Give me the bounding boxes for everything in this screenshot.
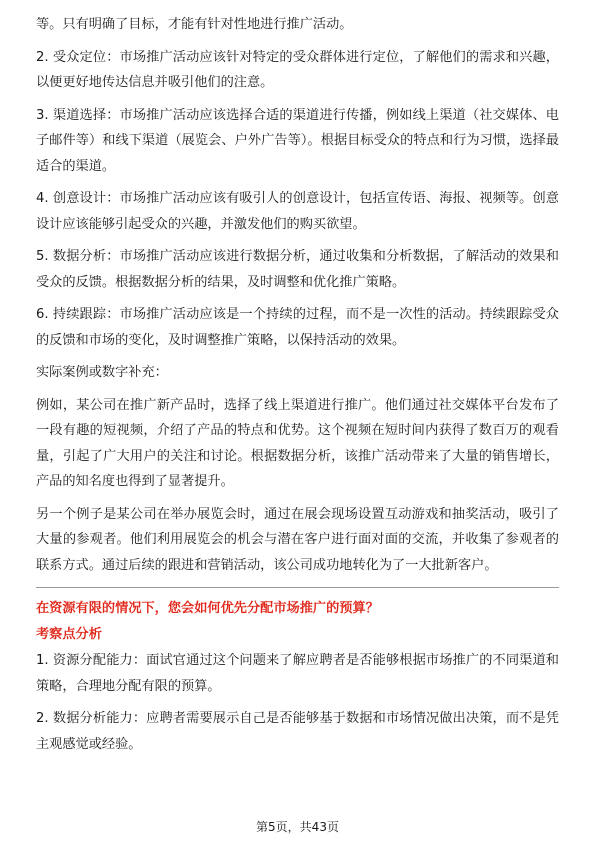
paragraph-case-example-1: 例如，某公司在推广新产品时，选择了线上渠道进行推广。他们通过社交媒体平台发布了一段有趣的短视频，介绍了产品的特点和优势。这个视频在短时间内获得了数百万的观看量，引起了广大用户的关注和讨论。根据数据分析，该推广活动带来了大量的销售增长，产品的知名度也得到了显著提升。 xyxy=(36,397,559,489)
analysis-heading: 考察点分析 xyxy=(36,627,102,642)
analysis-point-1: 1. 资源分配能力：面试官通过这个问题来了解应聘者是否能够根据市场推广的不同渠道和策略，合理地分配有限的预算。 xyxy=(36,653,559,694)
section-divider xyxy=(36,587,559,588)
paragraph-continuous-tracking: 6. 持续跟踪：市场推广活动应该是一个持续的过程，而不是一次性的活动。持续跟踪受众的反馈和市场的变化，及时调整推广策略，以保持活动的效果。 xyxy=(36,307,559,348)
paragraph-goal-continuation: 等。只有明确了目标，才能有针对性地进行推广活动。 xyxy=(36,17,353,32)
paragraph-channel-selection: 3. 渠道选择：市场推广活动应该选择合适的渠道进行传播，例如线上渠道（社交媒体、电子邮件等）和线下渠道（展览会、户外广告等）。根据目标受众的特点和行为习惯，选择最适合的渠道。 xyxy=(36,107,559,174)
paragraph-case-example-2: 另一个例子是某公司在举办展览会时，通过在展会现场设置互动游戏和抽奖活动，吸引了大量的参观者。他们利用展览会的机会与潜在客户进行面对面的交流，并收集了参观者的联系方式。通过后续的跟进和营销活动，该公司成功地转化为了一大批新客户。 xyxy=(36,506,559,573)
document-page xyxy=(36,12,559,764)
paragraph-case-intro: 实际案例或数字补充： xyxy=(36,365,168,380)
paragraph-audience-targeting: 2. 受众定位：市场推广活动应该针对特定的受众群体进行定位，了解他们的需求和兴趣，以便更好地传达信息并吸引他们的注意。 xyxy=(36,49,559,90)
analysis-point-2: 2. 数据分析能力：应聘者需要展示自己是否能够基于数据和市场情况做出决策，而不是凭主观感觉或经验。 xyxy=(36,711,559,752)
interview-question-title: 在资源有限的情况下，您会如何优先分配市场推广的预算？ xyxy=(36,601,379,616)
paragraph-creative-design: 4. 创意设计：市场推广活动应该有吸引人的创意设计，包括宣传语、海报、视频等。创意设计应该能够引起受众的兴趣，并激发他们的购买欲望。 xyxy=(36,191,559,232)
page-footer: 第5页，共43页 xyxy=(256,820,339,834)
paragraph-data-analysis: 5. 数据分析：市场推广活动应该进行数据分析，通过收集和分析数据，了解活动的效果和受众的反馈。根据数据分析的结果，及时调整和优化推广策略。 xyxy=(36,249,559,290)
